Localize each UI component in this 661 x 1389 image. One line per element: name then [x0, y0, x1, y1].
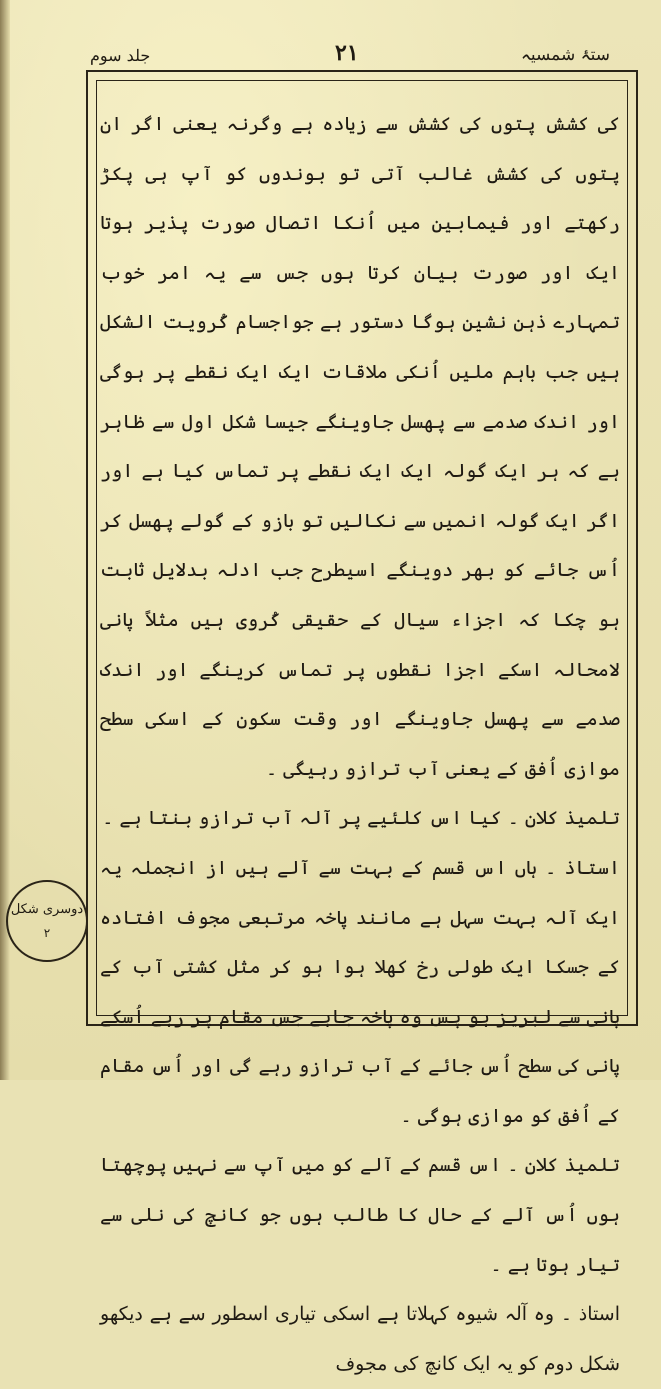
paragraph: تلمیذ کلان ۔ کیا اس کلئیے پر آلہ آب ترازو بنتا ہے ۔: [102, 807, 620, 830]
volume-label: جلد سوم: [90, 46, 151, 65]
body-text: [100, 100, 620, 1375]
paragraph: استاذ ۔ ہاں اس قسم کے بہت سے آلے ہیں از انجملہ یہ ایک آلہ بہت سہل ہے مانند پاخہ مرتبعی مجوف افتادہ کے جسکا ایک طولی رخ کھلا ہوا ہو کر مثل کشتی آب کے پانی سے لبریز ہو پس وہ پاخہ جاہے جس مقام پر رہے اُسکے پانی کی سطح اُس جائے کے آب ترازو رہے گی اور اُس مقام کے اُفق کو موازی ہوگی ۔: [100, 856, 620, 1127]
page-header: [90, 40, 610, 70]
margin-note-text: دوسری شکل: [10, 902, 84, 917]
margin-note-number: ۲: [43, 926, 51, 940]
paragraph: کی کشش پتوں کی کشش سے زیادہ ہے وگرنہ یعنی اگر ان پتوں کی کشش غالب آتی تو بوندوں کو آپ ہی پکڑ رکھتے اور فیمابین میں اُنکا اتصال صورت پذیر ہوتا ایک اور صورت بیان کرتا ہوں جس سے یہ امر خوب تمہارے ذہن نشین ہوگا دستور ہے جواجسام کُرویت الشکل ہیں جب باہم ملیں اُنکی ملاقات ایک ایک نقطے پر ہوگی اور اندک صدمے سے پھسل جاوینگے جیسا شکل اول سے ظاہر ہے کہ ہر ایک گولہ ایک ایک نقطے پر تماس کیا ہے اور اگر ایک گولہ انمیں سے نکالیں تو بازو کے گولے پھسل کر اُس جائے کو بھر دوینگے اسیطرح جب ادلہ بدلایل ثابت ہو چکا کہ اجزاء سیال کے حقیقی کُروی ہیں مثلاً پانی لامحالہ اسکے اجزا نقطوں پر تماس کرینگے اور اندک صدمے سے پھسل جاوینگے اور وقت سکون کے اسکی سطح موازی اُفق کے یعنی آب ترازو رہیگی ۔: [100, 113, 620, 780]
margin-note-circle: [6, 880, 88, 962]
paragraph: تلمیذ کلان ۔ اس قسم کے آلے کو میں آپ سے نہیں پوچھتا ہوں اُس آلے کے حال کا طالب ہوں جو کانچ کی نلی سے تیار ہوتا ہے ۔: [100, 1154, 620, 1276]
paragraph: استاذ ۔ وہ آلہ شیوہ کہلاتا ہے اسکی تیاری اسطور سے ہے دیکھو شکل دوم کو یہ ایک کانچ کی مجوف: [100, 1303, 620, 1375]
book-title: ستۂ شمسیہ: [520, 45, 610, 65]
page-number: ۲۱: [335, 40, 359, 66]
